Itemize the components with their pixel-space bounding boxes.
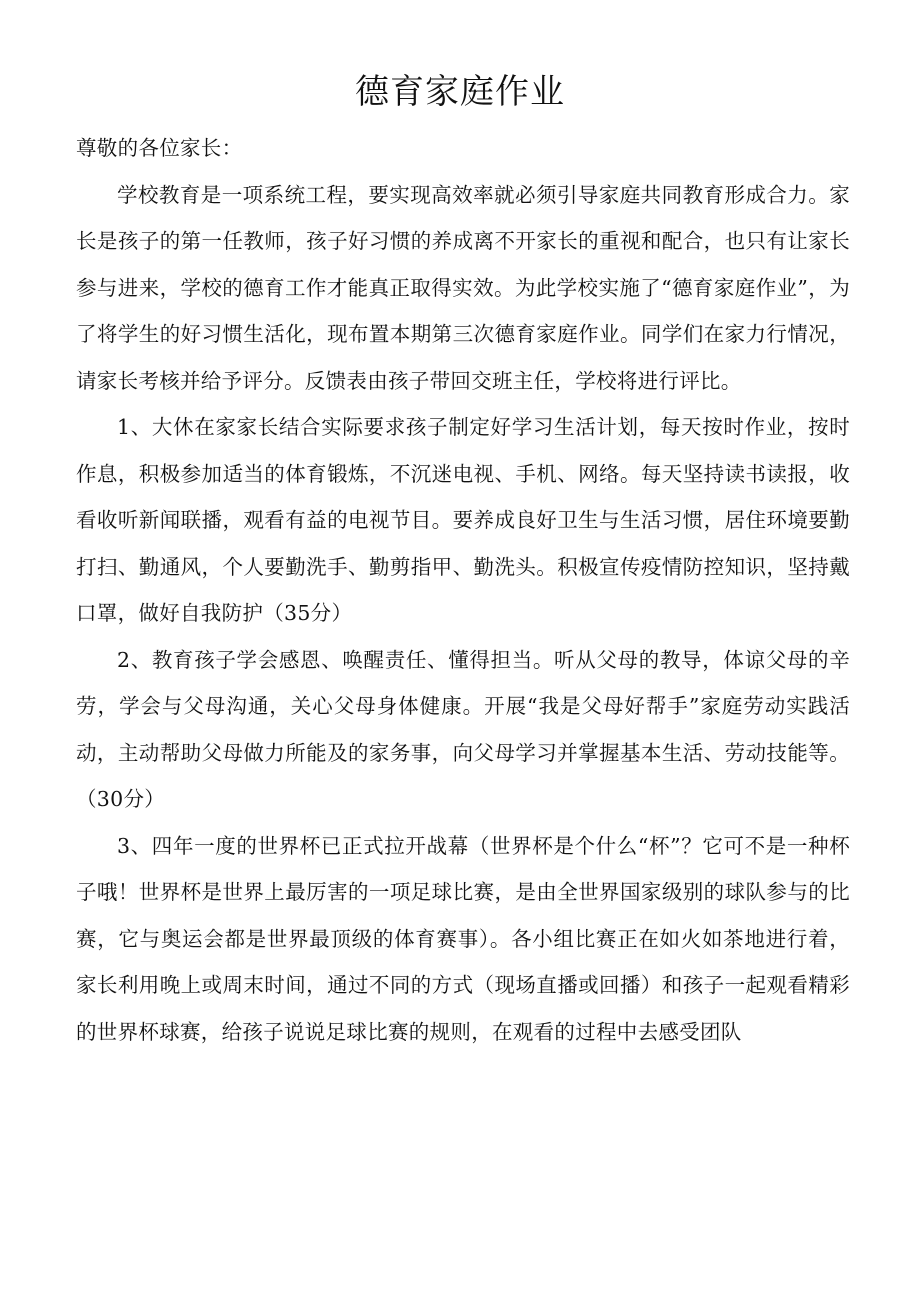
salutation: 尊敬的各位家长： (76, 136, 243, 160)
document-body (76, 125, 850, 1055)
paragraph-intro: 学校教育是一项系统工程，要实现高效率就必须引导家庭共同教育形成合力。家长是孩子的第一任教师，孩子好习惯的养成离不开家长的重视和配合，也只有让家长参与进来，学校的德育工作才能真正取得实效。为此学校实施了“德育家庭作业”，为了将学生的好习惯生活化，现布置本期第三次德育家庭作业。同学们在家力行情况，请家长考核并给予评分。反馈表由孩子带回交班主任，学校将进行评比。 (76, 182, 850, 393)
paragraph-item-3: 3、四年一度的世界杯已正式拉开战幕（世界杯是个什么“杯”？它可不是一种杯子哦！世界杯是世界上最厉害的一项足球比赛，是由全世界国家级别的球队参与的比赛，它与奥运会都是世界最顶级的体育赛事）。各小组比赛正在如火如茶地进行着，家长利用晚上或周末时间，通过不同的方式（现场直播或回播）和孩子一起观看精彩的世界杯球赛，给孩子说说足球比赛的规则，在观看的过程中去感受团队 (76, 833, 850, 1044)
paragraph-item-2: 2、教育孩子学会感恩、唤醒责任、懂得担当。听从父母的教导，体谅父母的辛劳，学会与父母沟通，关心父母身体健康。开展“我是父母好帮手”家庭劳动实践活动，主动帮助父母做力所能及的家务事，向父母学习并掌握基本生活、劳动技能等。（30分） (76, 647, 850, 811)
paragraph-item-1: 1、大休在家家长结合实际要求孩子制定好学习生活计划，每天按时作业，按时作息，积极参加适当的体育锻炼，不沉迷电视、手机、网络。每天坚持读书读报，收看收听新闻联播，观看有益的电视节目。要养成良好卫生与生活习惯，居住环境要勤打扫、勤通风，个人要勤洗手、勤剪指甲、勤洗头。积极宣传疫情防控知识，坚持戴口罩，做好自我防护（35分） (76, 415, 850, 625)
document-title: 德育家庭作业 (355, 72, 565, 112)
